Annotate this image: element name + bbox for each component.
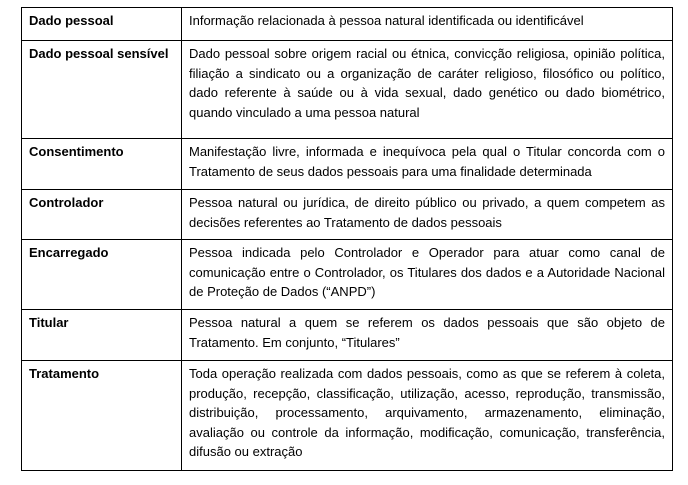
term-cell: Dado pessoal sensível [22, 41, 182, 139]
term-cell: Encarregado [22, 240, 182, 310]
definition-cell: Informação relacionada à pessoa natural identificada ou identificável [182, 8, 673, 41]
term-cell: Tratamento [22, 361, 182, 471]
term-cell: Controlador [22, 190, 182, 240]
definition-cell: Pessoa indicada pelo Controlador e Operador para atuar como canal de comunicação entre o Controlador, os Titulares dos dados e a Autoridade Nacional de Proteção de Dados (“ANPD”) [182, 240, 673, 310]
glossary-table [21, 7, 673, 471]
term-cell: Consentimento [22, 139, 182, 190]
table-row [22, 8, 673, 41]
table-row [22, 41, 673, 139]
definition-cell: Pessoa natural ou jurídica, de direito público ou privado, a quem competem as decisões referentes ao Tratamento de dados pessoais [182, 190, 673, 240]
definition-cell: Pessoa natural a quem se referem os dados pessoais que são objeto de Tratamento. Em conjunto, “Titulares” [182, 310, 673, 361]
table-row [22, 361, 673, 471]
table-row [22, 310, 673, 361]
table-row [22, 139, 673, 190]
table-row [22, 240, 673, 310]
definition-cell: Manifestação livre, informada e inequívoca pela qual o Titular concorda com o Tratamento de seus dados pessoais para uma finalidade determinada [182, 139, 673, 190]
table-row [22, 190, 673, 240]
definition-cell: Toda operação realizada com dados pessoais, como as que se referem à coleta, produção, recepção, classificação, utilização, acesso, reprodução, transmissão, distribuição, processamento, arquivamento, armazenamento, eliminação, avaliação ou controle da informação, modificação, comunicação, transferência, difusão ou extração [182, 361, 673, 471]
term-cell: Titular [22, 310, 182, 361]
definition-cell: Dado pessoal sobre origem racial ou étnica, convicção religiosa, opinião política, filiação a sindicato ou a organização de caráter religioso, filosófico ou político, dado referente à saúde ou à vida sexual, dado genético ou dado biométrico, quando vinculado a uma pessoa natural [182, 41, 673, 139]
term-cell: Dado pessoal [22, 8, 182, 41]
